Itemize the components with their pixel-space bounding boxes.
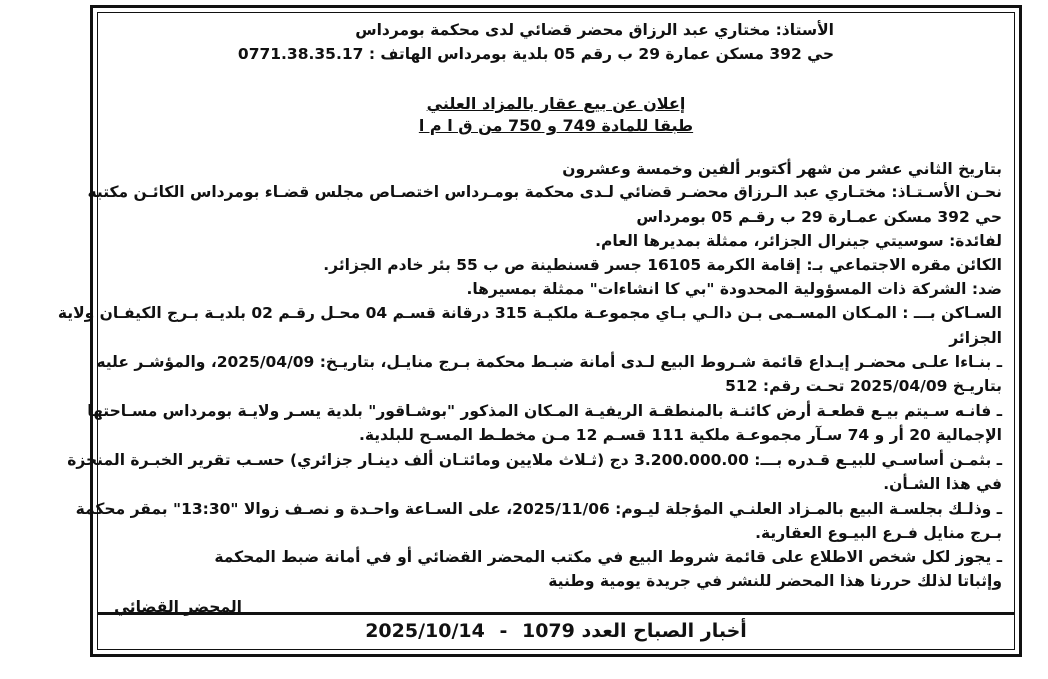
body-line: ـ بثمـن أساسـي للبيـع قـدره بـــ: 3.200.000.00 دج (ثـلاث ملايين ومائتـان ألف دينـار جزائري) حسـب تقرير الخبـرة المنجزة — [67, 451, 1002, 469]
announcement-title: إعلان عن بيع عقار بالمزاد العلني — [426, 94, 686, 113]
bailiff-name: الأستاذ: مختاري عبد الرزاق محضر قضائي لدى محكمة بومرداس — [355, 21, 834, 39]
body-line: وإثباتا لذلك حررنا هذا المحضر للنشر في جريدة يومية وطنية — [548, 572, 1002, 590]
announcement-body — [57, 13, 1014, 625]
body-line: الإجمالية 20 أر و 74 سـآر مجموعـة ملكية 111 قسـم 12 مـن مخطـط المسـح للبلدية. — [358, 426, 1002, 444]
body-line: حي 392 مسكن عمـارة 29 ب رقـم 05 بومرداس — [636, 208, 1002, 226]
body-line: الجزائر — [949, 329, 1002, 347]
body-line: السـاكن بـــ : المـكان المسـمى بـن دالـي بـاي مجموعـة ملكيـة 315 درقانة قسـم 04 محـل رقـم 02 بلديـة بـرج الكيفـان ولاية — [57, 304, 1002, 322]
body-line: بـرج منايل فـرع البيـوع العقارية. — [755, 524, 1002, 542]
body-line: في هذا الشـأن. — [883, 475, 1002, 493]
body-line: ضد: الشركة ذات المسؤولية المحدودة "بي كا انشاءات" ممثلة بمسيرها. — [466, 280, 1002, 298]
body-line: بتاريخ الثاني عشر من شهر أكتوبر ألفين وخمسة وعشرون — [562, 160, 1002, 178]
footer-separator: - — [499, 620, 508, 642]
body-line: بتاريـخ 2025/04/09 تحـت رقم: 512 — [725, 377, 1002, 395]
body-line: ـ وذلـك بجلسـة البيع بالمـزاد العلنـي المؤجلة ليـوم: 2025/11/06، على السـاعة واحـدة و نصـف زوالا "13:30" بمقر محكمة — [75, 500, 1002, 518]
bailiff-address: حي 392 مسكن عمارة 29 ب رقم 05 بلدية بومرداس الهاتف : 0771.38.35.17 — [237, 45, 834, 63]
newspaper-issue: أخبار الصباح العدد 1079 — [521, 620, 747, 642]
body-line: ـ بنـاءا علـى محضـر إيـداع قائمة شـروط البيع لـدى أمانة ضبـط محكمة بـرج منايـل، بتاريـخ: 2025/04/09، والمؤشـر عليه — [96, 353, 1002, 371]
announcement-subtitle: طبقا للمادة 749 و 750 من ق ا م ا — [418, 116, 694, 135]
body-line: ـ يجوز لكل شخص الاطلاع على قائمة شروط البيع في مكتب المحضر القضائي أو في أمانة ضبط المحكمة — [214, 548, 1002, 566]
body-line: لفائدة: سوسيتي جينرال الجزائر، ممثلة بمديرها العام. — [595, 232, 1002, 250]
body-line: ـ فانـه سـيتم بيـع قطعـة أرض كائنـة بالمنطقـة الريفيـة المـكان المذكور "بوشـاقور" بلدية يسـر ولايـة بومرداس مسـاحتها — [87, 402, 1002, 420]
body-line: نحـن الأسـتـاذ: مختـاري عبد الـرزاق محضـر قضائي لـدى محكمة بومـرداس اختصـاص مجلس قضـاء بومرداس الكائـن مكتبه — [87, 183, 1002, 201]
publication-footer — [98, 612, 1014, 649]
announcement-frame — [57, 5, 1022, 657]
announcement-inner-border — [57, 12, 1015, 650]
publication-date: 2025/10/14 — [365, 620, 485, 642]
bailiff-signature-label: المحضر القضائي — [114, 598, 242, 616]
body-line: الكائن مقره الاجتماعي بـ: إقامة الكرمة 16105 جسر قسنطينة ص ب 55 بئر خادم الجزائر. — [323, 256, 1002, 274]
